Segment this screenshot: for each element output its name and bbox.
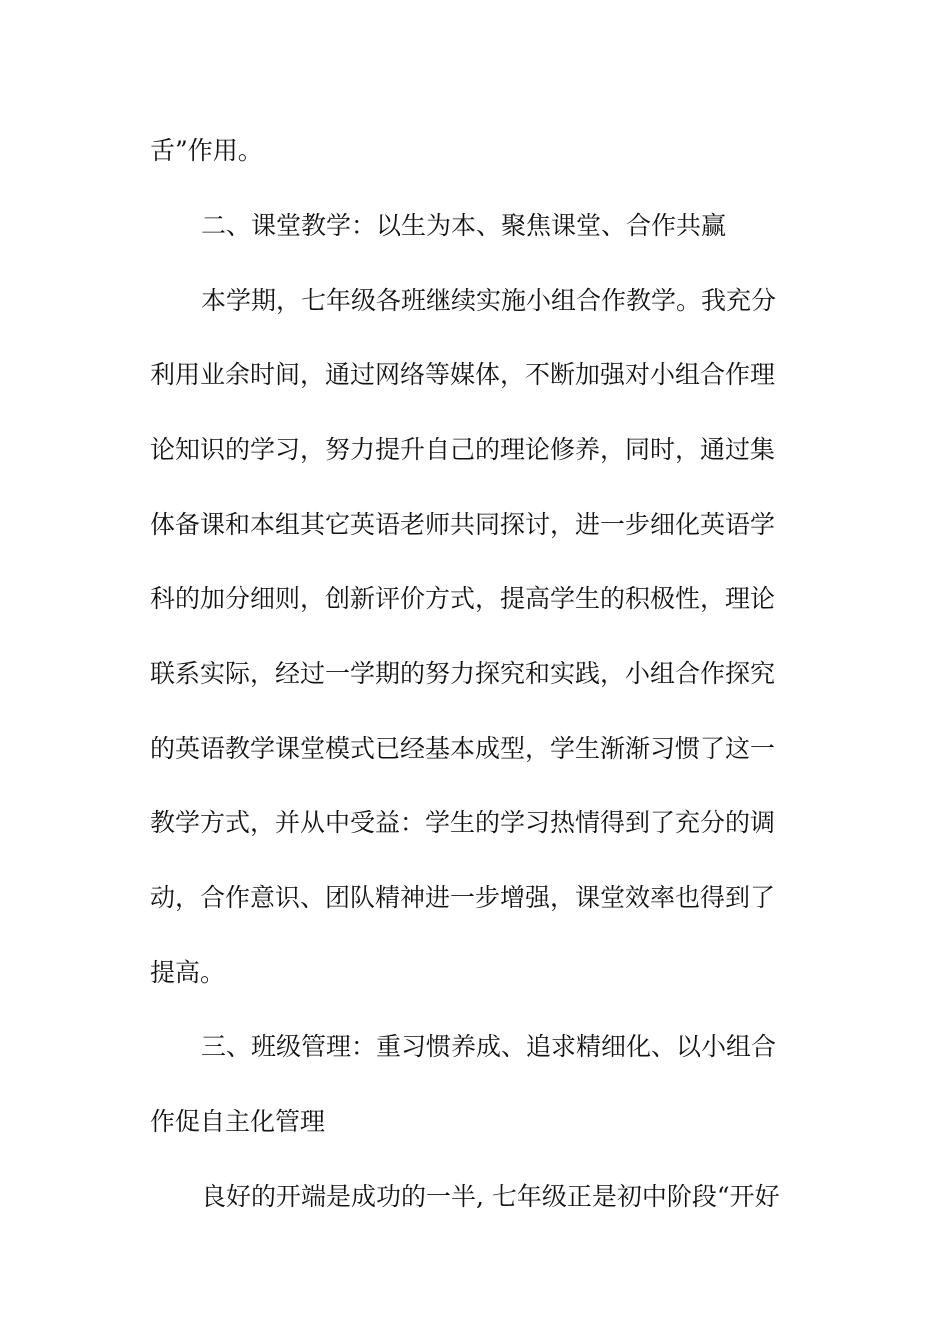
section-heading-3-continued: 作促自主化管理 bbox=[150, 1107, 326, 1136]
paragraph-line: 良好的开端是成功的一半, 七年级正是初中阶段“开好 bbox=[201, 1182, 780, 1211]
paragraph-line: 教学方式，并从中受益：学生的学习热情得到了充分的调 bbox=[150, 808, 776, 837]
paragraph-line: 体备课和本组其它英语老师共同探讨，进一步细化英语学 bbox=[150, 510, 776, 539]
paragraph-line: 本学期，七年级各班继续实施小组合作教学。我充分 bbox=[201, 286, 777, 315]
paragraph-line: 提高。 bbox=[150, 958, 226, 987]
section-heading-2: 二、课堂教学：以生为本、聚焦课堂、合作共赢 bbox=[201, 211, 727, 240]
paragraph-line: 的英语教学课堂模式已经基本成型，学生渐渐习惯了这一 bbox=[150, 734, 776, 763]
section-heading-3: 三、班级管理：重习惯养成、追求精细化、以小组合 bbox=[201, 1032, 777, 1061]
paragraph-line: 论知识的学习，努力提升自己的理论修养，同时，通过集 bbox=[150, 435, 776, 464]
paragraph-line: 动，合作意识、团队精神进一步增强，课堂效率也得到了 bbox=[150, 883, 776, 912]
paragraph-line: 科的加分细则，创新评价方式，提高学生的积极性，理论 bbox=[150, 584, 776, 613]
paragraph-line: 利用业余时间，通过网络等媒体，不断加强对小组合作理 bbox=[150, 360, 776, 389]
text-line: 舌”作用。 bbox=[150, 136, 263, 165]
paragraph-line: 联系实际，经过一学期的努力探究和实践，小组合作探究 bbox=[150, 659, 776, 688]
